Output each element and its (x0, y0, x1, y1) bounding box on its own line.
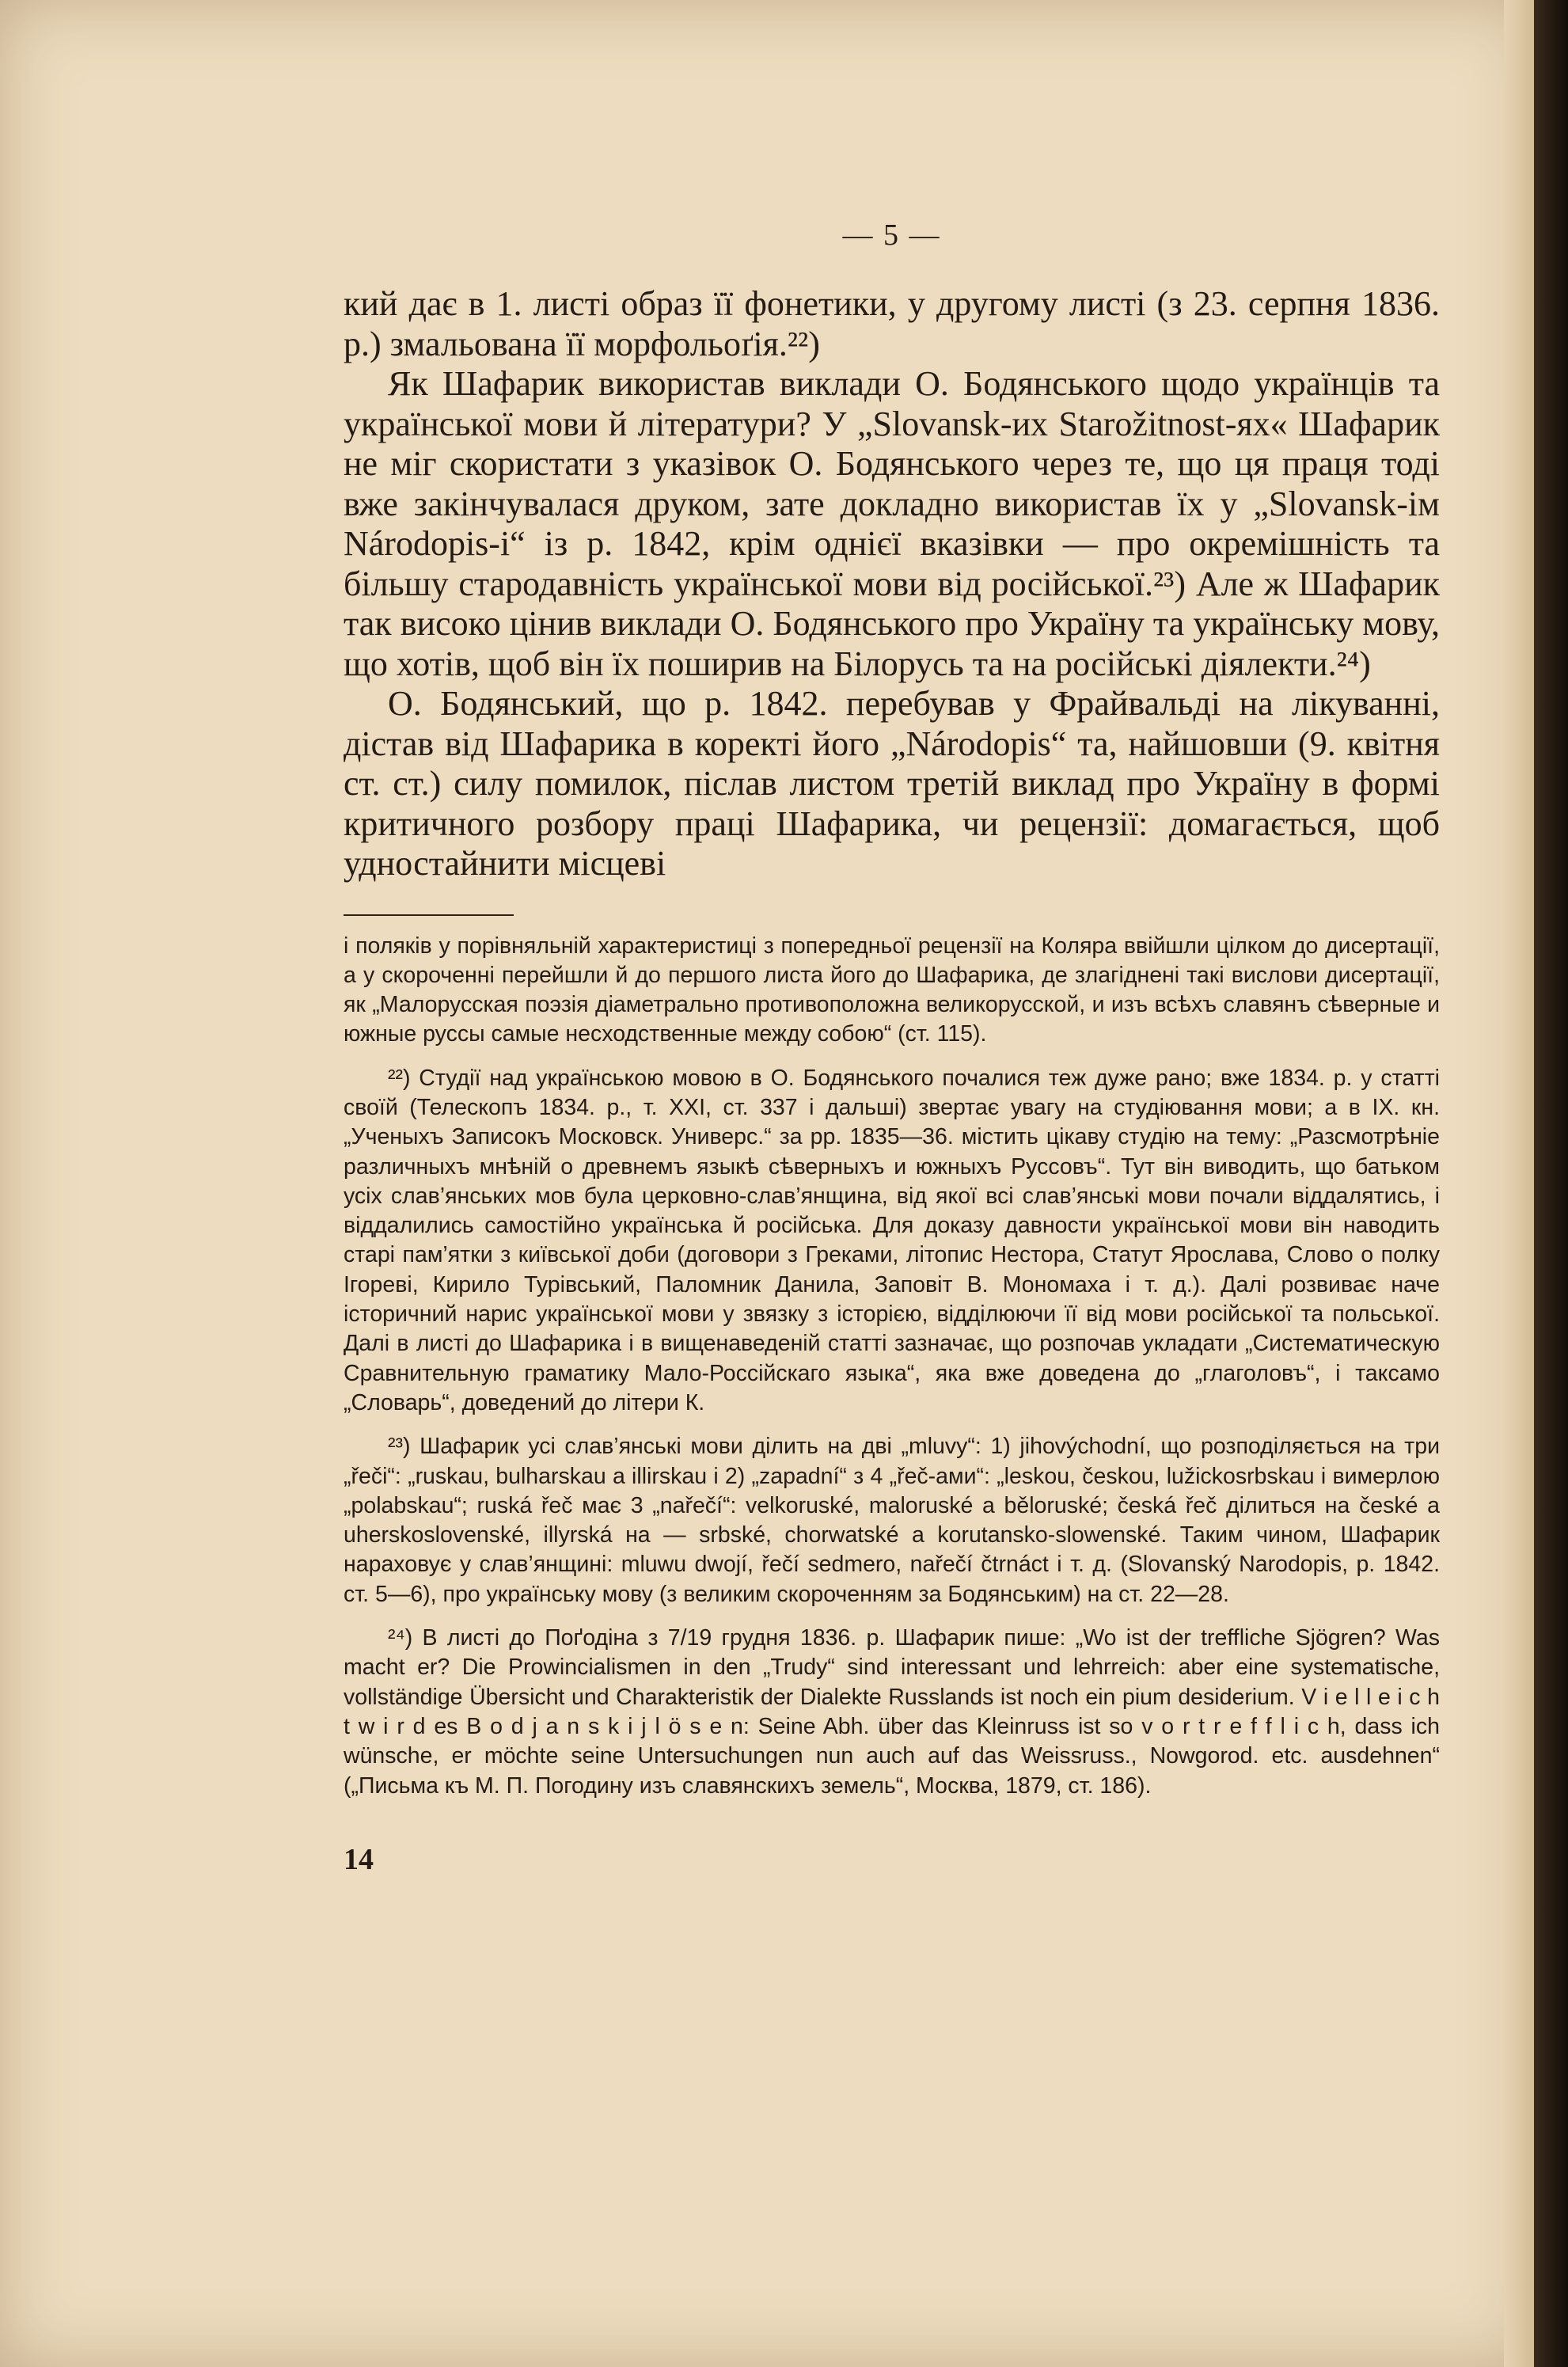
footnote-23: ²³) Шафарик усі слав’янські мови ділить на дві „mluvy“: 1) jihovýchodní, що розподіляється на три „řeči“: „ruskau, bulharskau a illirskau і 2) „zapadní“ з 4 „řeč-ами“: „leskou, českou, lužickosrbskau і вимерлою „polabskau“; ruská řeč має 3 „nařečí“: velkoruské, maloruské a bělоruské; česká řeč ділиться на české a uherskoslovenské, illyrská на — srbské, chorwatské a korutansko-slowenské. Таким чином, Шафарик нараховує у слав’янщині: mluwu dwojí, řečí sedmero, nařečí čtrnáct і т. д. (Slovanský Narodopis, p. 1842. ст. 5—6), про українську мову (з великим скороченням за Бодянським) на ст. 22—28. (344, 1434, 1440, 1607)
footnote-continuation: і поляків у порівняльній характеристиці з попередньої рецензії на Коляра ввійшли цілком до дисертації, а у скороченні перейшли й до першого листа його до Шафарика, де злагіднені такі вислови дисертації, як „Малорусская поэзія діаметрально противоположна великорусской, и изъ всѣхъ славянъ сѣверные и южные руссы самые несходственные между собою“ (ст. 115). (344, 933, 1440, 1047)
page-gutter (1504, 0, 1534, 2367)
paragraph-1: кий дає в 1. листі образ її фонетики, у другому листі (з 23. серпня 1836. р.) змальована її морфольоґія.²²) (344, 284, 1440, 363)
footnote-22: ²²) Студії над українською мовою в О. Бодянського почалися теж дуже рано; вже 1834. р. у статті своїй (Телескопъ 1834. р., т. XXI, ст. 337 і дальші) звертає увагу на студіювання мови; а в IX. кн. „Ученыхъ Записокъ Московск. Универс.“ за рр. 1835—36. містить цікаву студію на тему: „Разсмотрѣніе различныхъ мнѣній о древнемъ языкѣ сѣверныхъ и южныхъ Руссовъ“. Тут він виводить, що батьком усіх слав’янських мов була церковно-слав’янщина, від якої всі слав’янські мови почали віддалятись, і віддалились самостійно українська й російська. Для доказу давности української мови він наводить старі пам’ятки з київської доби (договори з Греками, літопис Нестора, Статут Ярослава, Слово о полку Ігореві, Кирило Турівський, Паломник Данила, Заповіт В. Мономаха і т. д.). Далі розвиває наче історичний нарис української мови у звязку з історією, відділюючи її від мови російської та польської. Далі в листі до Шафарика і в вищенаведеній статті зазначає, що розпочав укладати „Систематическую Сравнительную граматику Мало-Россійскаго языка“, яка вже доведена до „глаголовъ“, і таксамо „Словарь“, доведений до літери К. (344, 1065, 1440, 1415)
footnote-24: ²⁴) В листі до Поґодіна з 7/19 грудня 1836. р. Шафарик пише: „Wo ist der treffliche Sjögren? Was macht er? Die Prowincialismen in den „Trudy“ sind interessant und lehrreich: aber eine systematische, vollständige Übersicht und Charakteristik der Dialekte Russlands ist noch ein pium desiderium. V i e l l e i c h t w i r d es B o d j a n s k i j l ö s e n: Seine Abh. über das Kleinruss ist so v o r t r e f f l i c h, dass ich wünsche, er möchte seine Untersuchungen nun auch auf das Weissruss., Nowgorod. etc. ausdehnen“ („Письма къ М. П. Погодину изъ славянскихъ земель“, Москва, 1879, ст. 186). (344, 1625, 1440, 1799)
paragraph-3: О. Бодянський, що р. 1842. перебував у Фрайвальді на лікуванні, дістав від Шафарика в коректі його „Národopis“ та, найшовши (9. квітня ст. ст.) силу помилок, післав листом третій виклад про Україну в формі критичного розбору праці Шафарика, чи рецензії: домагається, щоб удностайнити місцеві (344, 684, 1440, 883)
page-content (344, 218, 1440, 1877)
footnote-separator (344, 914, 514, 916)
signature-mark: 14 (344, 1842, 374, 1876)
paragraph-2: Як Шафарик використав виклади О. Бодянського щодо українців та української мови й літератури? У „Slovansk-их Starožitnost-ях« Шафарик не міг скористати з указівок О. Бодянського через те, що ця праця тоді вже закінчувалася друком, зате докладно використав їх у „Slovansk-ім Národopis-і“ із р. 1842, крім однієї вказівки — про окремішність та більшу стародавність української мови від російської.²³) Але ж Шафарик так високо цінив виклади О. Бодянського про Україну та українську мову, що хотів, щоб він їх поширив на Білорусь та на російські діялекти.²⁴) (344, 364, 1440, 683)
footnotes (344, 932, 1440, 1801)
book-edge (1534, 0, 1568, 2367)
page-number: — 5 — (842, 218, 941, 252)
main-text (344, 284, 1440, 884)
